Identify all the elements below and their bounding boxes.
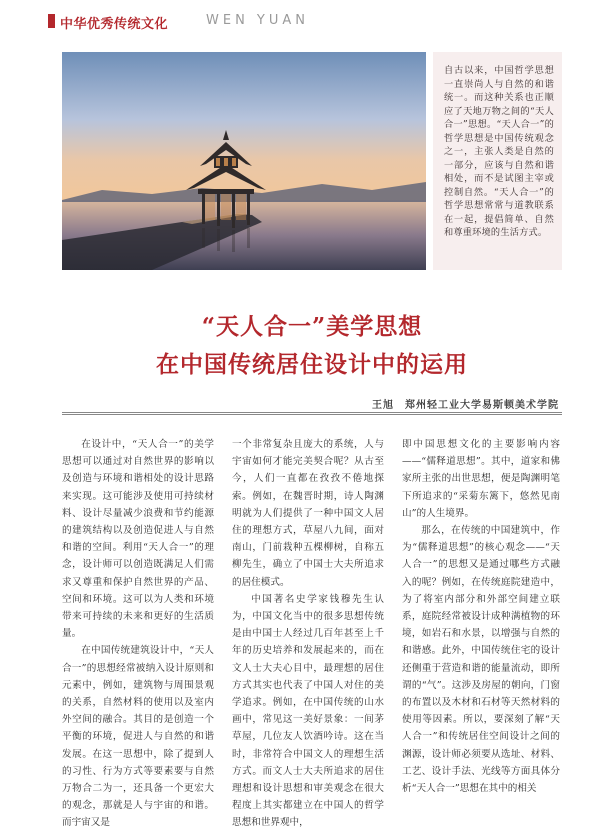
paragraph: 中国著名史学家钱穆先生认为，中国文化当中的很多思想传统是由中国士人经过几百年甚至上千年的历史培养和发展起来的，而在文人士大夫心目中，最理想的居住方式其实也代表了中国人对住的美学追求。例如，在中国传统的山水画中，常见这一美好景象：一间茅草屋，几位友人饮酒吟诗。这在当时，非常符合中国文人的理想生活方式。而文人士大夫所追求的居住理想和设计思想和审美观念在很大程度上其实都建立在中国人的哲学思想和世界观中， <box>232 593 384 829</box>
sidebar-text: 自古以来，中国哲学思想一直崇尚人与自然的和谐统一。而这种关系也正顺应了天地万物之间的“天人合一”思想。“天人合一”的哲学思想是中国传统观念之一，主张人类是自然的一部分，应该与自然和谐相处，而不是试图主宰或控制自然。“天人合一”的哲学思想常常与道教联系在一起，提倡简单、自然和尊重环境的生活方式。 <box>444 65 554 238</box>
divider <box>62 414 562 415</box>
divider <box>62 412 562 413</box>
paragraph: 即中国思想文化的主要影响内容——“儒释道思想”。其中，道家和佛家所主张的出世思想，便是陶渊明笔下所追求的“采菊东篱下，悠然见南山”的人生境界。 <box>402 439 560 519</box>
author-byline: 王旭 郑州轻工业大学易斯顿美术学院 <box>372 400 559 411</box>
sidebar-quote-box <box>433 52 562 270</box>
paragraph: 在中国传统建筑设计中，“天人合一”的思想经常被纳入设计原则和元素中，例如，建筑物与周围景观的关系，自然材料的使用以及室内外空间的融合。其目的是创造一个平衡的环境，促进人与自然的和谐发展。在这一思想中，除了提到人的习性、行为方式等要素要与自然万物合二为一，还具备一个更宏大的观念，那就是人与宇宙的和谐。而宇宙又是 <box>62 645 214 829</box>
section-title-en: WEN YUAN <box>206 13 309 28</box>
pavilion-on-lake-photo <box>62 52 426 270</box>
paragraph: 在设计中，“天人合一”的美学思想可以通过对自然世界的影响以及创造与环境和谐相处的设计思路来实现。这可能涉及使用可持续材料、设计尽量减少浪费和节约能源的建筑结构以及创造促进人与自然和谐的空间。利用“天人合一”的理念，设计师可以创造既满足人们需求又尊重和保护自然世界的产品、空间和环境。这可以为人类和环境带来可持续的未来和更好的生活质量。 <box>62 439 214 640</box>
article-column-1 <box>62 436 214 832</box>
paragraph: 一个非常复杂且庞大的系统，人与宇宙如何才能完美契合呢？从古至今，人们一直都在孜孜不倦地探索。例如，在魏晋时期，诗人陶渊明就为人们提供了一种中国文人居住的理想方式，草屋八九间，面对南山，门前栽种五棵柳树，自称五柳先生，确立了中国士大夫所追求的居住模式。 <box>232 439 384 588</box>
section-marker <box>48 14 55 28</box>
section-title: 中华优秀传统文化 <box>60 17 169 32</box>
article-column-3 <box>402 436 560 797</box>
article-title-line1: “天人合一”美学思想 <box>201 313 423 340</box>
paragraph: 那么，在传统的中国建筑中，作为“儒释道思想”的核心观念——“天人合一”的思想又是通过哪些方式融入的呢？例如，在传统庭院建造中，为了将室内部分和外部空间建立联系，庭院经常被设计成种满植物的环境，如岩石和水景，以增强与自然的和谐感。此外，中国传统住宅的设计还侧重于营造和谐的能量流动，即所谓的“气”。这涉及房屋的朝向，门窗的布置以及木材和石材等天然材料的使用等因素。所以，要深刻了解“天人合一”和传统居住空间设计之间的渊源，设计师必须要从选址、材料、工艺、设计手法、光线等方面具体分析“天人合一”思想在其中的相关 <box>402 525 560 795</box>
article-column-2 <box>232 436 384 832</box>
section-header <box>48 12 568 30</box>
article-title-line2: 在中国传统居住设计中的运用 <box>156 351 468 378</box>
